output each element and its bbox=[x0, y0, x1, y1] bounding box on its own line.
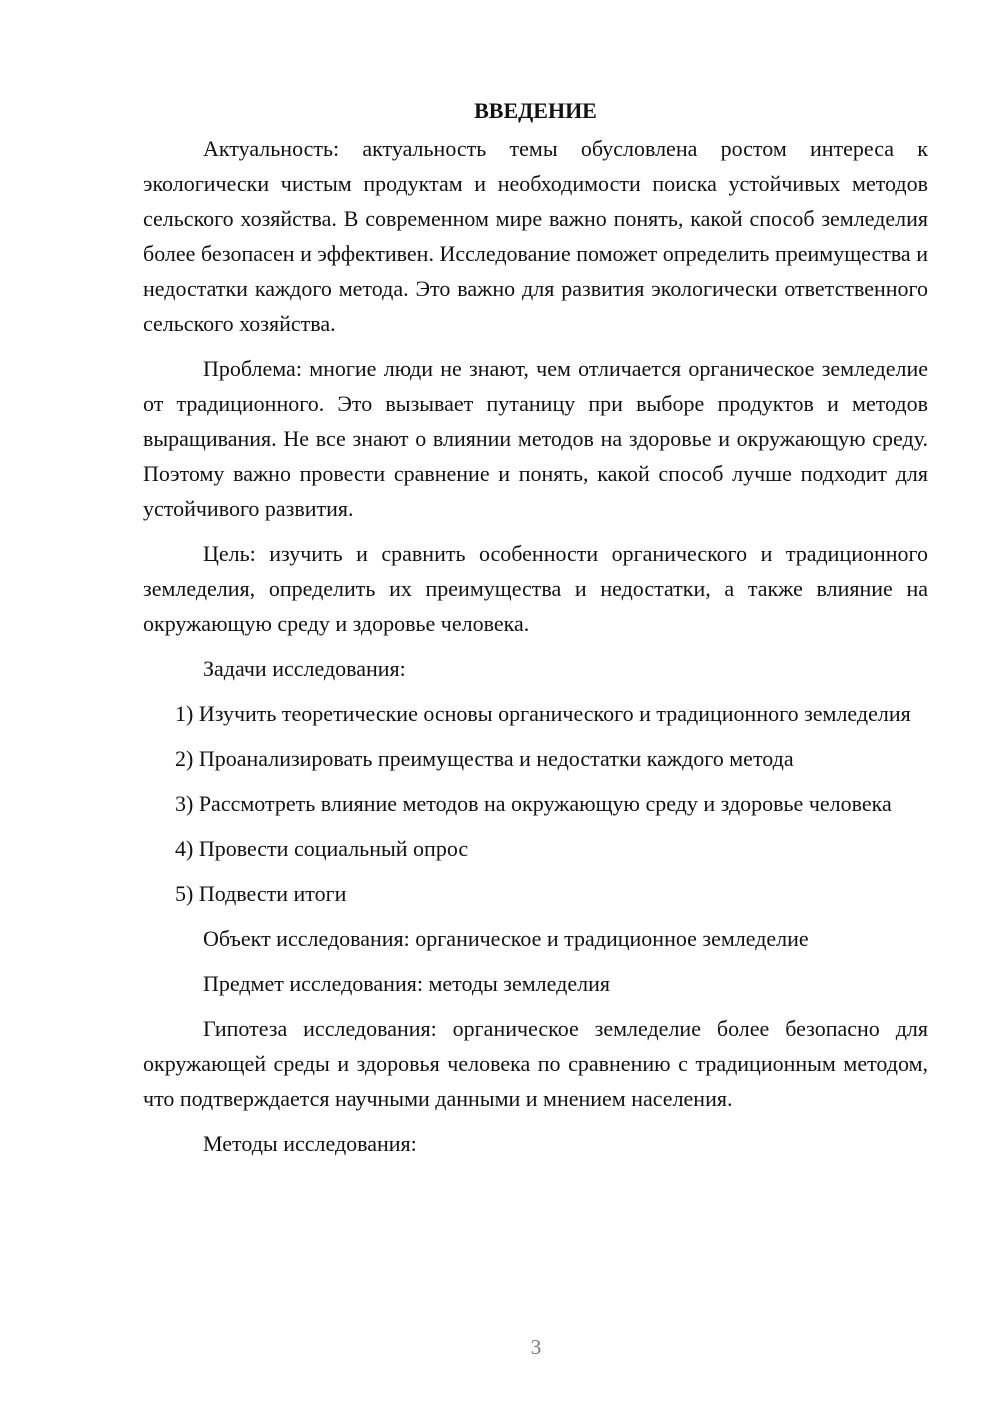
task-item: 5) Подвести итоги bbox=[175, 881, 347, 906]
object-paragraph: Объект исследования: органическое и традиционное земледелие bbox=[203, 926, 809, 951]
task-item: 2) Проанализировать преимущества и недостатки каждого метода bbox=[175, 746, 794, 771]
methods-heading: Методы исследования: bbox=[203, 1131, 417, 1156]
task-item: 1) Изучить теоретические основы органического и традиционного земледелия bbox=[175, 701, 911, 726]
page-content bbox=[143, 93, 928, 1171]
tasks-heading: Задачи исследования: bbox=[203, 656, 406, 681]
problem-paragraph: Проблема: многие люди не знают, чем отличается органическое земледелие от традиционного. Это вызывает путаницу при выборе продуктов и методов выращивания. Не все знают о влиянии методов на здоровье и окружающую среду. Поэтому важно провести сравнение и понять, какой способ лучше подходит для устойчивого развития. bbox=[143, 356, 928, 521]
relevance-paragraph: Актуальность: актуальность темы обусловлена ростом интереса к экологически чистым продуктам и необходимости поиска устойчивых методов сельского хозяйства. В современном мире важно понять, какой способ земледелия более безопасен и эффективен. Исследование поможет определить преимущества и недостатки каждого метода. Это важно для развития экологически ответственного сельского хозяйства. bbox=[143, 136, 928, 336]
goal-paragraph: Цель: изучить и сравнить особенности органического и традиционного земледелия, определить их преимущества и недостатки, а также влияние на окружающую среду и здоровье человека. bbox=[143, 541, 928, 636]
task-item: 4) Провести социальный опрос bbox=[175, 836, 469, 861]
page-number: 3 bbox=[530, 1335, 542, 1359]
section-title: ВВЕДЕНИЕ bbox=[474, 98, 597, 123]
subject-paragraph: Предмет исследования: методы земледелия bbox=[203, 971, 610, 996]
hypothesis-paragraph: Гипотеза исследования: органическое земледелие более безопасно для окружающей среды и здоровья человека по сравнению с традиционным методом, что подтверждается научными данными и мнением населения. bbox=[143, 1016, 928, 1111]
task-item: 3) Рассмотреть влияние методов на окружающую среду и здоровье человека bbox=[175, 791, 892, 816]
